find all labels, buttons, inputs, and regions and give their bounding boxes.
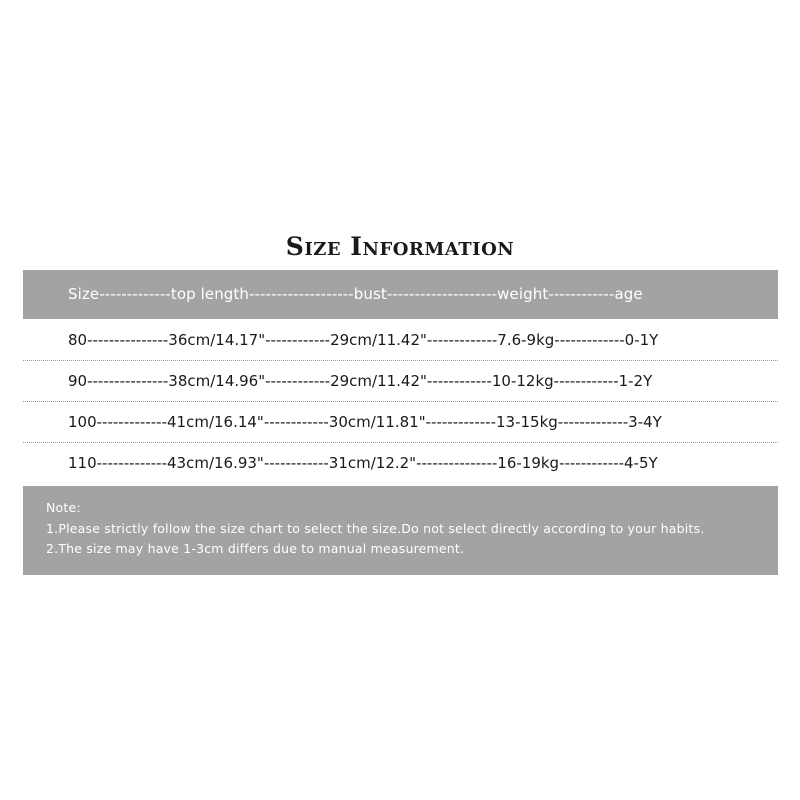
- table-row-text: 110-------------43cm/16.93"------------31cm/12.2"---------------16-19kg------------4-5Y: [68, 454, 658, 472]
- note-line-2: 2.The size may have 1-3cm differs due to manual measurement.: [46, 541, 465, 556]
- table-row: [23, 402, 778, 443]
- table-row-text: 80---------------36cm/14.17"------------29cm/11.42"-------------7.6-9kg-------------0-1Y: [68, 331, 659, 349]
- note-heading: Note:: [46, 500, 81, 515]
- note-line-1: 1.Please strictly follow the size chart to select the size.Do not select directly according to your habits.: [46, 521, 705, 536]
- table-row: [23, 361, 778, 402]
- size-table-header-text: Size-------------top length-------------------bust--------------------weight------------age: [68, 285, 643, 303]
- table-row: [23, 443, 778, 484]
- note-box: [23, 486, 778, 575]
- table-row: [23, 320, 778, 361]
- table-row-text: 90---------------38cm/14.96"------------29cm/11.42"------------10-12kg------------1-2Y: [68, 372, 653, 390]
- size-table-header: [23, 270, 778, 319]
- table-row-text: 100-------------41cm/16.14"------------30cm/11.81"-------------13-15kg-------------3-4Y: [68, 413, 662, 431]
- page-title: Size Information: [285, 232, 515, 261]
